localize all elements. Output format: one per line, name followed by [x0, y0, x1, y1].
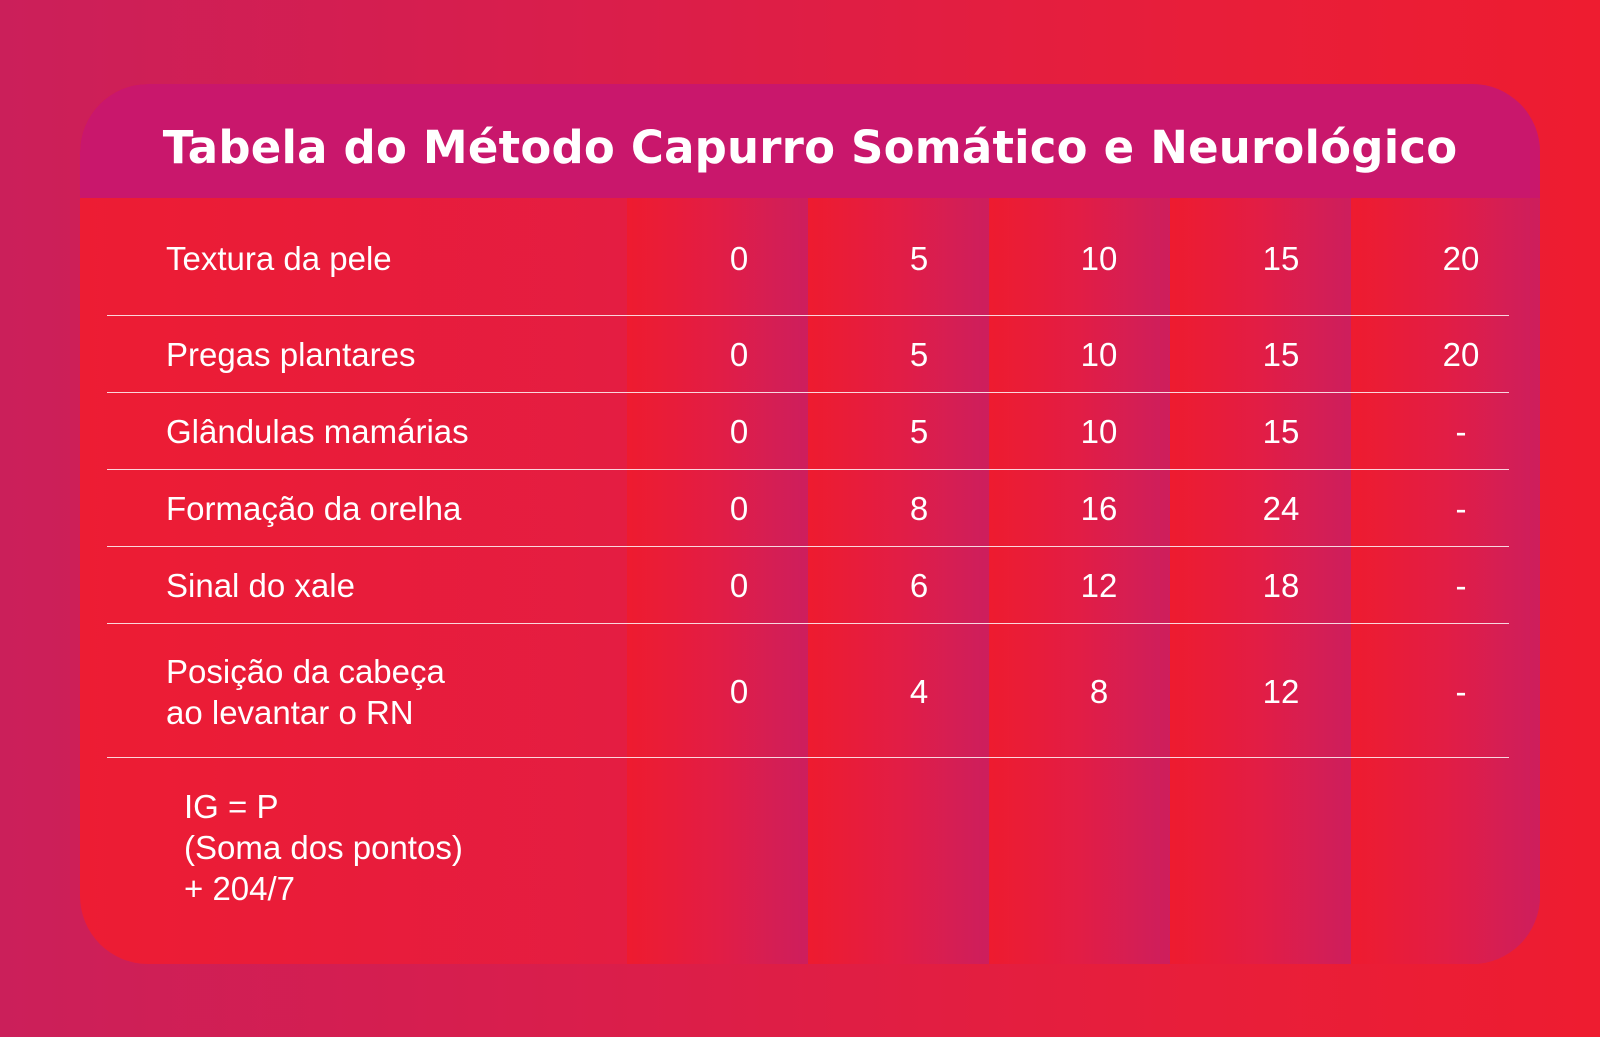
cell-value: 8 [909, 489, 929, 527]
cell-value: - [1455, 489, 1467, 527]
cell-value: 6 [909, 566, 929, 604]
cell-value: 0 [729, 489, 749, 527]
table-row [107, 547, 1509, 624]
row-label: Sinal do xale [166, 566, 355, 604]
cell-value: 10 [1080, 335, 1118, 373]
table-body [107, 198, 1509, 758]
capurro-table-card [80, 84, 1540, 964]
row-label: Textura da pele [166, 240, 392, 277]
cell-value: 24 [1262, 489, 1300, 527]
cell-value: 15 [1262, 240, 1300, 277]
formula-text [184, 786, 463, 909]
cell-value: 10 [1080, 412, 1118, 450]
cell-value: 5 [909, 412, 929, 450]
cell-value: 8 [1089, 673, 1109, 710]
cell-value: 5 [909, 240, 929, 277]
table-row [107, 198, 1509, 316]
cell-value: 10 [1080, 240, 1118, 277]
cell-value: 5 [909, 335, 929, 373]
row-label: Glândulas mamárias [166, 412, 469, 450]
cell-value: 18 [1262, 566, 1300, 604]
cell-value: 0 [729, 673, 749, 710]
cell-value: 0 [729, 566, 749, 604]
row-label [166, 649, 445, 733]
cell-value: 4 [909, 673, 929, 710]
cell-value: 16 [1080, 489, 1118, 527]
formula-line: IG = P [184, 788, 279, 825]
cell-value: 20 [1442, 335, 1480, 373]
table-title: Tabela do Método Capurro Somático e Neurológico [162, 120, 1458, 174]
formula-line: + 204/7 [184, 870, 296, 907]
table-row [107, 624, 1509, 758]
cell-value: - [1455, 566, 1467, 604]
cell-value: 15 [1262, 412, 1300, 450]
cell-value: 12 [1262, 673, 1300, 710]
table-row [107, 316, 1509, 393]
row-label-line: Posição da cabeça [166, 652, 445, 690]
cell-value: - [1455, 412, 1467, 450]
row-label-line: ao levantar o RN [166, 693, 414, 731]
formula-line: (Soma dos pontos) [184, 829, 463, 866]
cell-value: 0 [729, 240, 749, 277]
cell-value: 0 [729, 412, 749, 450]
cell-value: 12 [1080, 566, 1118, 604]
table-row [107, 470, 1509, 547]
row-label: Pregas plantares [166, 335, 416, 373]
cell-value: 0 [729, 335, 749, 373]
table-row [107, 393, 1509, 470]
cell-value: 15 [1262, 335, 1300, 373]
row-label: Formação da orelha [166, 489, 462, 527]
table-header [80, 84, 1540, 198]
cell-value: - [1455, 673, 1467, 710]
cell-value: 20 [1442, 240, 1480, 277]
